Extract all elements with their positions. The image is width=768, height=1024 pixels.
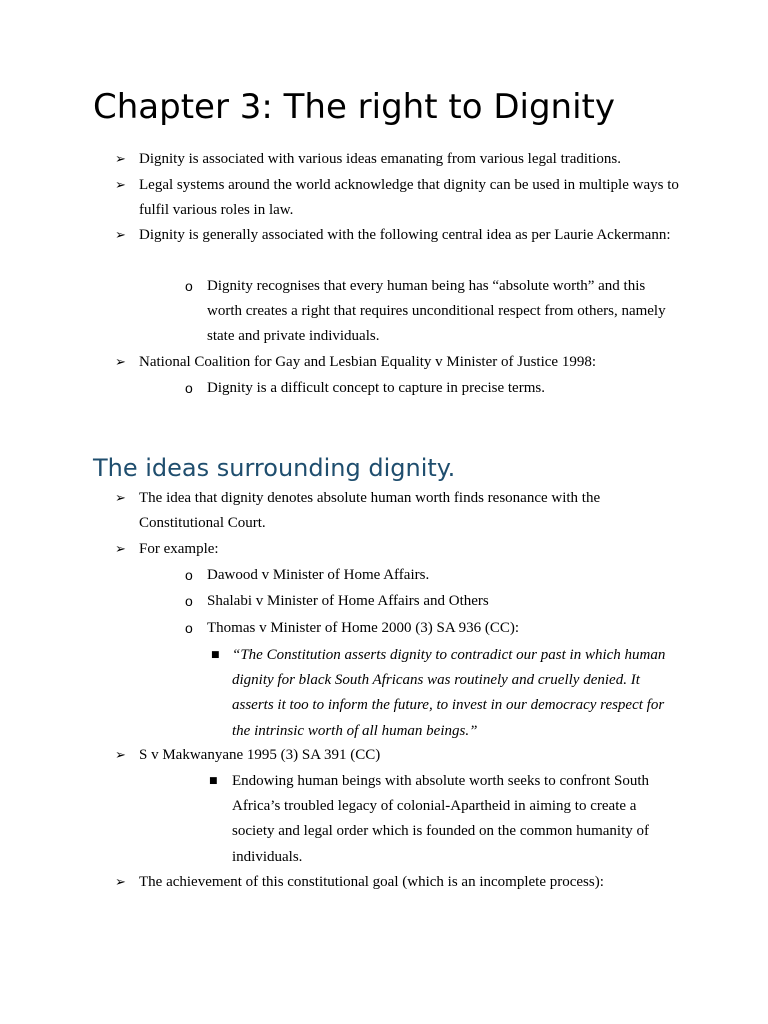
sub-list-item: Shalabi v Minister of Home Affairs and Others (207, 593, 489, 609)
circle-bullet-icon: o (185, 593, 193, 609)
arrow-bullet-icon: ➢ (115, 542, 126, 557)
sub-list-item: Dawood v Minister of Home Affairs. (207, 567, 430, 583)
list-item: S v Makwanyane 1995 (3) SA 391 (CC) (139, 747, 381, 763)
list-item: For example: (139, 541, 219, 557)
list-item: National Coalition for Gay and Lesbian Equality v Minister of Justice 1998: (139, 354, 596, 370)
arrow-bullet-icon: ➢ (115, 152, 126, 167)
sub-list-item: Dignity recognises that every human being has “absolute worth” and this worth creates a right that requires unconditional respect from others, namely state and private individuals. (207, 278, 666, 345)
sub-sub-list-item: Endowing human beings with absolute worth seeks to confront South Africa’s troubled legacy of colonial-Apartheid in aiming to create a society and legal order which is founded on the common humanity of individuals. (232, 773, 650, 865)
section-heading: The ideas surrounding dignity. (93, 454, 456, 482)
sub-list-item: Dignity is a difficult concept to capture in precise terms. (207, 380, 545, 396)
quote-item: “The Constitution asserts dignity to contradict our past in which human dignity for black South Africans was routinely and cruelly denied. It asserts it too to inform the future, to invest in our democracy respect for the intrinsic worth of all human beings.” (232, 647, 666, 739)
circle-bullet-icon: o (185, 620, 193, 636)
arrow-bullet-icon: ➢ (115, 355, 126, 370)
circle-bullet-icon: o (185, 567, 193, 583)
arrow-bullet-icon: ➢ (115, 228, 126, 243)
list-item: Legal systems around the world acknowledge that dignity can be used in multiple ways to fulfil various roles in law. (139, 177, 679, 219)
list-item: Dignity is associated with various ideas emanating from various legal traditions. (139, 151, 621, 167)
list-item: Dignity is generally associated with the following central idea as per Laurie Ackermann: (139, 227, 671, 243)
chapter-title: Chapter 3: The right to Dignity (93, 87, 615, 127)
circle-bullet-icon: o (185, 278, 193, 294)
square-bullet-icon: ■ (211, 650, 220, 660)
list-item: The idea that dignity denotes absolute human worth finds resonance with the Constitutional Court. (139, 490, 601, 532)
arrow-bullet-icon: ➢ (115, 178, 126, 193)
arrow-bullet-icon: ➢ (115, 491, 126, 506)
list-item: The achievement of this constitutional goal (which is an incomplete process): (139, 874, 604, 890)
arrow-bullet-icon: ➢ (115, 875, 126, 890)
square-bullet-icon: ■ (209, 776, 218, 786)
sub-list-item: Thomas v Minister of Home 2000 (3) SA 936 (CC): (207, 620, 520, 636)
arrow-bullet-icon: ➢ (115, 748, 126, 763)
circle-bullet-icon: o (185, 380, 193, 396)
